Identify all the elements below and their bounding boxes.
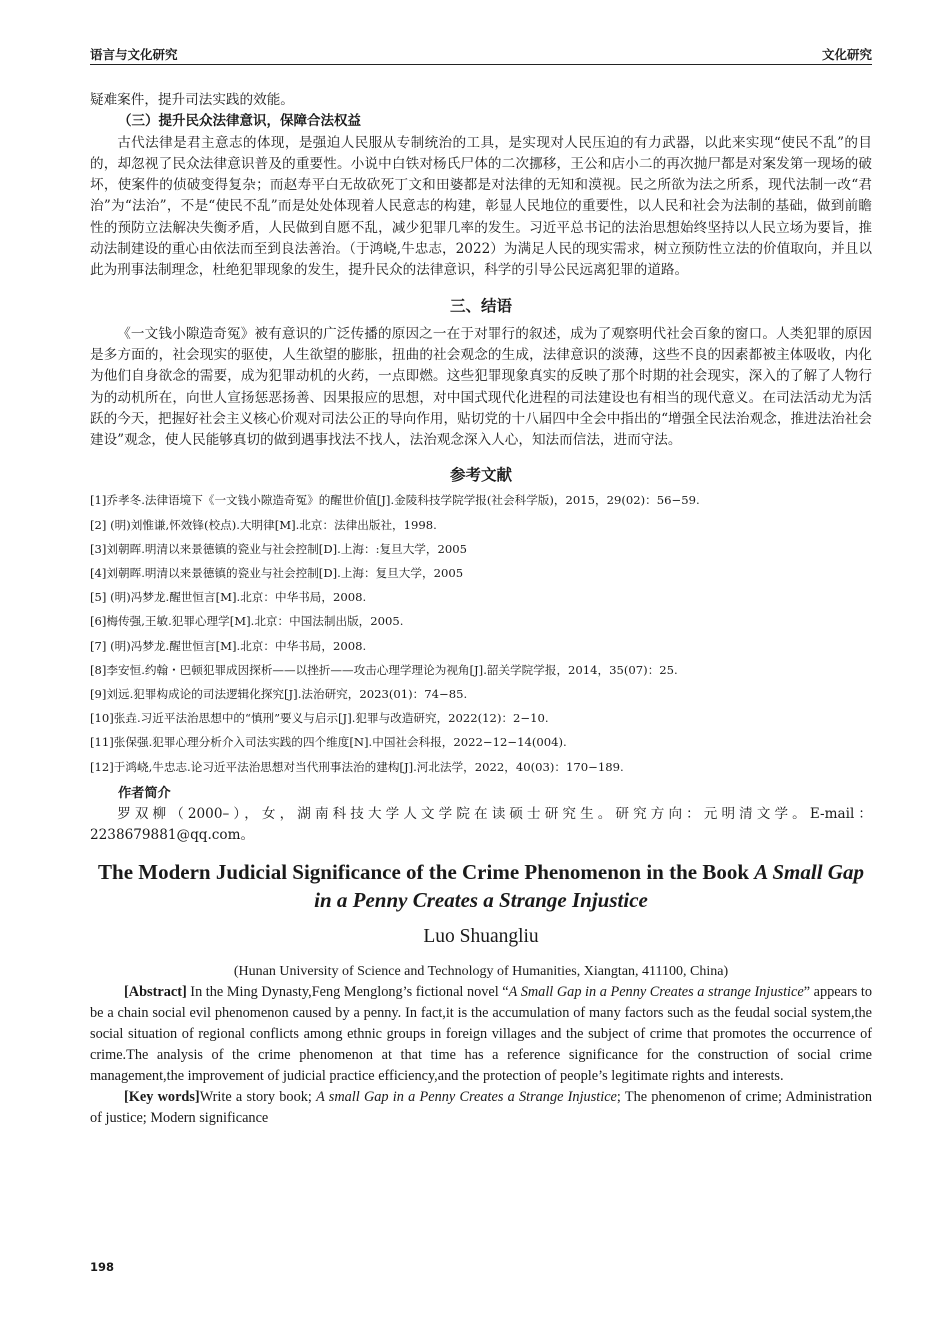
reference-item: [5] (明)冯梦龙.醒世恒言[M].北京：中华书局，2008. [90, 590, 367, 605]
conclusion-heading: 三、结语 [449, 296, 512, 315]
references-heading: 参考文献 [449, 466, 512, 485]
english-author: Luo Shuangliu [423, 926, 539, 948]
abstract-text-pre: In the Ming Dynasty,Feng Menglong’s fictional novel “ [186, 984, 509, 1001]
abstract-text-post: ” appears to be a chain social evil phenomenon caused by a penny. In fact,it is the accumulation of many factors such as the feudal social system,the social situation of regional conflicts among ethnic groups in foreign villages and the subject of crime that promotes the occurrence of crime.The analysis of the crime phenomenon at that time has a reference significance for the construction of social crime management,the improvement of judicial practice efficiency,and the protection of people’s legitimate rights and interests. [90, 984, 872, 1085]
body-paragraph: 古代法律是君主意志的体现，是强迫人民服从专制统治的工具，是实现对人民压迫的有力武器，以此来实现“使民不乱”的目的，却忽视了民众法律意识普及的重要性。小说中白铁对杨氏尸体的二次挪移，王公和店小二的再次抛尸都是对案发第一现场的破坏，使案件的侦破变得复杂；而赵寿平白无故砍死丁文和田婆都是对法律的无知和漠视。民之所欲为法之所系，现代法制一改“君治”为“法治”，不是“使民不乱”而是处处体现着人民意志的构建，彰显人民地位的重要性，以人民和社会为法制的基础，做到前瞻性的预防立法解决失衡矛盾，人民做到自愿不乱，减少犯罪几率的发生。习近平总书记的法治思想始终坚持以人民立场为要旨，推动法制建设的重心由依法而至到良法善治。（于鸿峣,牛忠志，2022）为满足人民的现实需求，树立预防性立法的价值取向，并且以此为刑事法制理念，杜绝犯罪现象的发生，提升民众的法律意识，科学的引导公民远离犯罪的道路。 [90, 134, 872, 279]
reference-item: [4]刘朝晖.明清以来景德镇的瓷业与社会控制[D].上海：复旦大学，2005 [90, 566, 464, 581]
conclusion-paragraph: 《一文钱小隙造奇冤》被有意识的广泛传播的原因之一在于对罪行的叙述，成为了观察明代社会百象的窗口。人类犯罪的原因是多方面的，社会现实的驱使，人生欲望的膨胀，扭曲的社会观念的生成，法律意识的淡薄，这些不良的因素都被主体吸收，内化为他们自身欲念的需要，成为犯罪动机的火药，一点即燃。这些犯罪现象真实的反映了那个时期的社会现实，深入的了解了人物行为的动机所在，向世人宣扬惩恶扬善、因果报应的思想，对中国式现代化进程的司法建设也有相当的现代意义。在司法活动尤为活跃的今天，把握好社会主义核心价观对司法公正的导向作用，贴切党的十八届四中全会中指出的“增强全民法治观念，推进法治社会建设”观念，使人民能够真切的做到遇事找法不找人，法治观念深入人心，知法而信法，进而守法。 [90, 325, 872, 449]
keywords-label: [Key words] [124, 1089, 200, 1106]
reference-item: [10]张垚.习近平法治思想中的“慎刑”要义与启示[J].犯罪与改造研究，2022(12)：2−10. [90, 711, 549, 726]
reference-item: [9]刘远.犯罪构成论的司法逻辑化探究[J].法治研究，2023(01)：74−85. [90, 686, 468, 701]
english-title-main: The Modern Judicial Significance of the Crime Phenomenon in the Book [98, 860, 755, 885]
reference-list [90, 493, 872, 773]
author-bio-heading: 作者简介 [118, 785, 171, 801]
continuation-text: 疑难案件，提升司法实践的效能。 [90, 92, 294, 108]
reference-item: [3]刘朝晖.明清以来景德镇的瓷业与社会控制[D].上海：:复旦大学，2005 [90, 541, 467, 556]
page-number: 198 [90, 1260, 115, 1274]
english-title-book: A Small Gap in a Penny Creates a Strange Injustice [314, 860, 864, 913]
english-title [90, 858, 872, 914]
english-affiliation: (Hunan University of Science and Technology of Humanities, Xiangtan, 411100, China) [233, 964, 729, 980]
abstract-label: [Abstract] [124, 984, 187, 1001]
reference-item: [12]于鸿峣,牛忠志.论习近平法治思想对当代刑事法治的建构[J].河北法学，2022，40(03)：170−189. [90, 759, 624, 774]
abstract-book-title: A Small Gap in a Penny Creates a strange Injustice [508, 984, 804, 1001]
keywords-text-pre: Write a story book; [199, 1089, 317, 1106]
reference-item: [2] (明)刘惟谦,怀效锋(校点).大明律[M].北京：法律出版社，1998. [90, 517, 437, 532]
reference-item: [7] (明)冯梦龙.醒世恒言[M].北京：中华书局，2008. [90, 638, 367, 653]
author-bio-text: 罗双柳（2000–），女，湖南科技大学人文学院在读硕士研究生。研究方向：元明清文学。E-mail：2238679881@qq.com。 [90, 805, 872, 843]
reference-item: [11]张保强.犯罪心理分析介入司法实践的四个维度[N].中国社会科报，2022−12−14(004). [90, 735, 567, 750]
section-name: 文化研究 [821, 47, 872, 62]
keywords-text-post: ; The phenomenon of crime; Administration of justice; Modern significance [90, 1089, 873, 1127]
page-content [90, 90, 872, 1129]
reference-item: [1]乔孝冬.法律语境下《一文钱小隙造奇冤》的醒世价值[J].金陵科技学院学报(社会科学版)，2015，29(02)：56−59. [90, 493, 700, 508]
subsection-heading: （三）提升民众法律意识，保障合法权益 [118, 113, 361, 130]
journal-name: 语言与文化研究 [90, 47, 178, 62]
english-keywords [90, 1087, 872, 1129]
running-header [90, 42, 872, 65]
reference-item: [6]梅传强,王敏.犯罪心理学[M].北京：中国法制出版，2005. [90, 614, 404, 629]
english-abstract [90, 982, 872, 1087]
keywords-book-title: A small Gap in a Penny Creates a Strange Injustice [316, 1089, 617, 1106]
reference-item: [8]李安恒.约翰・巴顿犯罪成因探析——以挫折——攻击心理学理论为视角[J].韶关学院学报，2014，35(07)：25. [90, 662, 678, 677]
